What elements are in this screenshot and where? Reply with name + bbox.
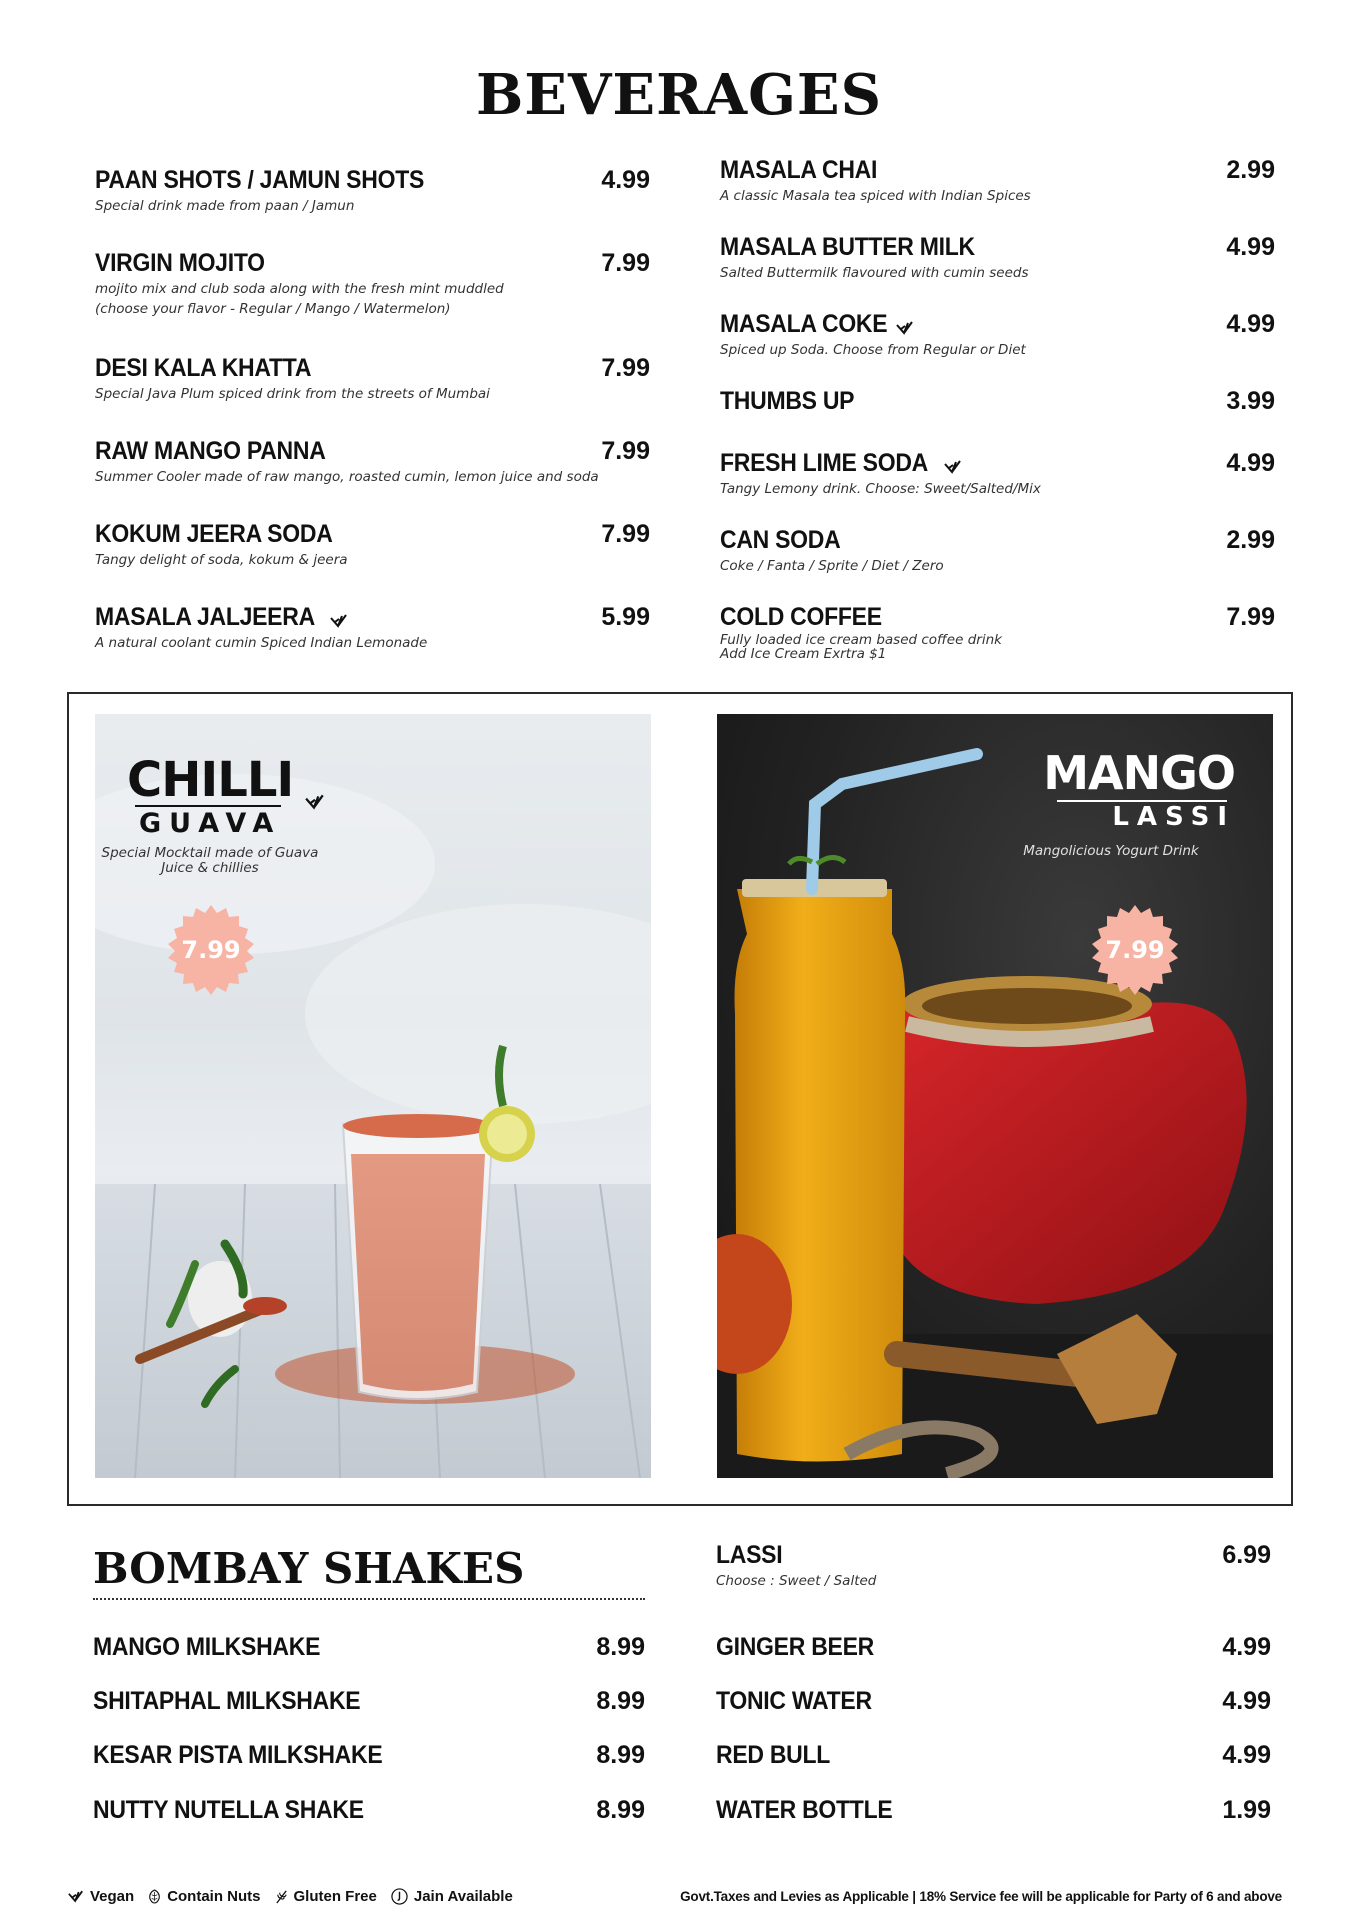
item-price: 7.99 bbox=[601, 437, 650, 465]
item-price: 8.99 bbox=[596, 1741, 645, 1769]
vegan-icon bbox=[68, 1890, 84, 1903]
item-price: 2.99 bbox=[1226, 526, 1275, 554]
tax-footnote: Govt.Taxes and Levies as Applicable | 18% Service fee will be applicable for Party of 6 and above bbox=[680, 1889, 1282, 1904]
badge-price: 7.99 bbox=[181, 936, 241, 964]
item-price: 7.99 bbox=[601, 520, 650, 548]
feature-subtitle: LASSI bbox=[1112, 802, 1235, 832]
item-price: 5.99 bbox=[601, 603, 650, 631]
feature-description: Mangolicious Yogurt Drink bbox=[1023, 843, 1199, 859]
menu-item bbox=[720, 448, 1275, 499]
wheat-icon bbox=[275, 1889, 288, 1904]
menu-item bbox=[720, 155, 1275, 206]
item-name: GINGER BEER bbox=[716, 1633, 874, 1661]
item-name: KOKUM JEERA SODA bbox=[95, 520, 333, 548]
menu-item bbox=[95, 519, 650, 570]
menu-item bbox=[720, 386, 1275, 416]
item-price: 7.99 bbox=[601, 249, 650, 277]
section-title: BOMBAY SHAKES bbox=[93, 1544, 525, 1593]
item-name: LASSI bbox=[716, 1541, 783, 1569]
item-description: Choose : Sweet / Salted bbox=[716, 1573, 877, 1589]
item-name: FRESH LIME SODA bbox=[720, 449, 928, 477]
menu-item bbox=[95, 436, 650, 487]
item-price: 8.99 bbox=[596, 1687, 645, 1715]
shakes-right-column bbox=[716, 1540, 1271, 1840]
item-description: Salted Buttermilk flavoured with cumin seeds bbox=[720, 265, 1029, 281]
feature-subtitle: GUAVA bbox=[139, 808, 282, 839]
shakes-left-column bbox=[93, 1620, 645, 1840]
item-name: KESAR PISTA MILKSHAKE bbox=[93, 1741, 383, 1769]
item-name: PAAN SHOTS / JAMUN SHOTS bbox=[95, 166, 425, 194]
price-badge bbox=[165, 904, 257, 996]
menu-item bbox=[716, 1686, 1271, 1716]
item-price: 4.99 bbox=[1222, 1687, 1271, 1715]
item-price: 8.99 bbox=[596, 1633, 645, 1661]
vegan-icon bbox=[944, 460, 962, 474]
item-price: 4.99 bbox=[1222, 1633, 1271, 1661]
item-name: RED BULL bbox=[716, 1741, 831, 1769]
item-name: MASALA CHAI bbox=[720, 156, 878, 184]
legend-gluten bbox=[275, 1888, 377, 1905]
vegan-icon bbox=[896, 321, 914, 335]
section-divider bbox=[93, 1598, 645, 1600]
item-price: 4.99 bbox=[1222, 1741, 1271, 1769]
item-name: CAN SODA bbox=[720, 526, 841, 554]
item-description: mojito mix and club soda along with the fresh mint muddled (choose your flavor - Regular / Mango / Watermelon) bbox=[95, 281, 504, 317]
item-price: 8.99 bbox=[596, 1796, 645, 1824]
item-name: MANGO MILKSHAKE bbox=[93, 1633, 321, 1661]
menu-item bbox=[716, 1540, 1271, 1591]
menu-item bbox=[95, 165, 650, 216]
menu-item bbox=[93, 1686, 645, 1716]
vegan-icon bbox=[305, 794, 325, 810]
item-name: VIRGIN MOJITO bbox=[95, 249, 265, 277]
item-name: TONIC WATER bbox=[716, 1687, 872, 1715]
item-name: DESI KALA KHATTA bbox=[95, 354, 312, 382]
legend-label: Gluten Free bbox=[293, 1888, 377, 1905]
item-price: 7.99 bbox=[601, 354, 650, 382]
legend-vegan bbox=[68, 1888, 134, 1905]
item-name: COLD COFFEE bbox=[720, 603, 882, 631]
menu-item bbox=[93, 1740, 645, 1770]
menu-item bbox=[93, 1632, 645, 1662]
item-name: RAW MANGO PANNA bbox=[95, 437, 326, 465]
item-price: 4.99 bbox=[1226, 233, 1275, 261]
item-name: WATER BOTTLE bbox=[716, 1796, 893, 1824]
legend-label: Vegan bbox=[90, 1888, 135, 1905]
item-description: A classic Masala tea spiced with Indian Spices bbox=[720, 188, 1031, 204]
nut-icon bbox=[148, 1889, 161, 1904]
legend-label: Contain Nuts bbox=[167, 1888, 261, 1905]
item-description: A natural coolant cumin Spiced Indian Lemonade bbox=[95, 635, 428, 651]
item-price: 7.99 bbox=[1226, 603, 1275, 631]
menu-item bbox=[720, 602, 1275, 661]
legend-jain bbox=[391, 1888, 513, 1905]
item-price: 4.99 bbox=[1226, 449, 1275, 477]
item-description: Coke / Fanta / Sprite / Diet / Zero bbox=[720, 558, 944, 574]
menu-item bbox=[720, 525, 1275, 576]
item-name: SHITAPHAL MILKSHAKE bbox=[93, 1687, 361, 1715]
price-badge bbox=[1089, 904, 1181, 996]
item-description: Special drink made from paan / Jamun bbox=[95, 198, 355, 214]
item-description: Tangy Lemony drink. Choose: Sweet/Salted/Mix bbox=[720, 481, 1041, 497]
menu-item bbox=[720, 232, 1275, 283]
mango-lassi-card bbox=[717, 714, 1273, 1478]
item-name: MASALA BUTTER MILK bbox=[720, 233, 975, 261]
dietary-legend bbox=[68, 1888, 527, 1905]
menu-item bbox=[95, 353, 650, 404]
item-name: NUTTY NUTELLA SHAKE bbox=[93, 1796, 364, 1824]
legend-nuts bbox=[148, 1888, 260, 1905]
title-divider bbox=[135, 805, 281, 807]
item-description: Tangy delight of soda, kokum & jeera bbox=[95, 552, 348, 568]
feature-title: CHILLI bbox=[127, 752, 294, 808]
menu-item bbox=[716, 1795, 1271, 1825]
menu-item bbox=[93, 1795, 645, 1825]
item-description: Fully loaded ice cream based coffee drink Add Ice Cream Exrtra $1 bbox=[720, 632, 1002, 662]
item-price: 4.99 bbox=[1226, 310, 1275, 338]
item-price: 3.99 bbox=[1226, 387, 1275, 415]
item-price: 4.99 bbox=[601, 166, 650, 194]
feature-title: MANGO bbox=[1043, 746, 1235, 800]
item-description: Spiced up Soda. Choose from Regular or Diet bbox=[720, 342, 1026, 358]
item-description: Special Java Plum spiced drink from the streets of Mumbai bbox=[95, 386, 490, 402]
item-price: 1.99 bbox=[1222, 1796, 1271, 1824]
item-description: Summer Cooler made of raw mango, roasted cumin, lemon juice and soda bbox=[95, 469, 599, 485]
item-price: 2.99 bbox=[1226, 156, 1275, 184]
beverages-left-column bbox=[95, 0, 650, 700]
menu-item bbox=[95, 248, 650, 319]
legend-label: Jain Available bbox=[413, 1888, 513, 1905]
item-price: 6.99 bbox=[1222, 1541, 1271, 1569]
item-name: THUMBS UP bbox=[720, 387, 855, 415]
item-name: MASALA COKE bbox=[720, 310, 888, 338]
item-name: MASALA JALJEERA bbox=[95, 603, 315, 631]
menu-item bbox=[720, 309, 1275, 360]
chilli-guava-card bbox=[95, 714, 651, 1478]
badge-price: 7.99 bbox=[1105, 936, 1165, 964]
page-title: BEVERAGES bbox=[475, 62, 883, 128]
menu-item bbox=[716, 1740, 1271, 1770]
menu-item bbox=[716, 1632, 1271, 1662]
beverages-right-column bbox=[720, 0, 1275, 700]
feature-description: Special Mocktail made of Guava Juice & chillies bbox=[101, 845, 319, 876]
vegan-icon bbox=[330, 614, 348, 628]
jain-icon bbox=[391, 1888, 408, 1905]
menu-item bbox=[95, 602, 650, 653]
